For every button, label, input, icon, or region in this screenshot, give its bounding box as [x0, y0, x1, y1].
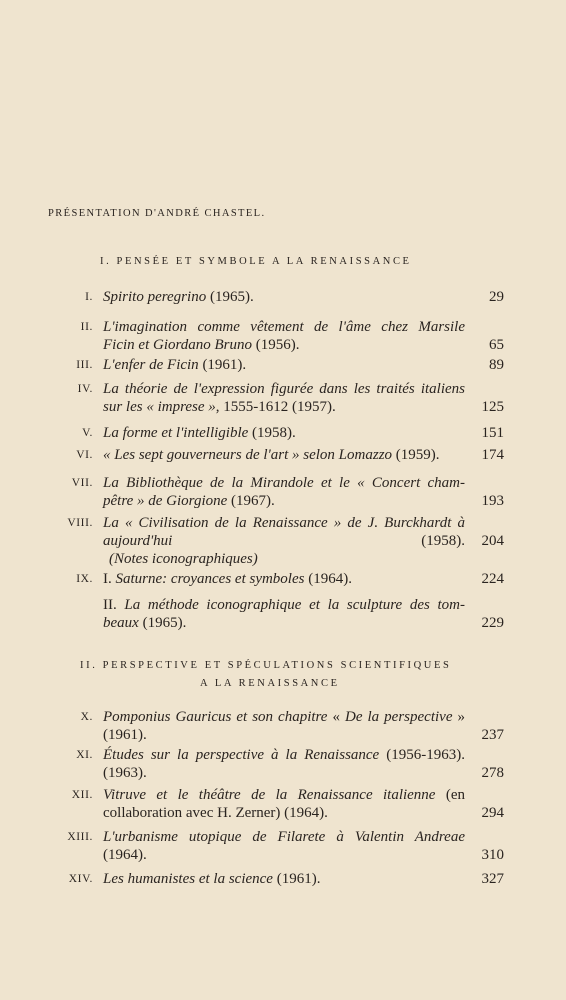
italic-title: De la perspective [345, 709, 453, 725]
page-number: 237 [481, 727, 504, 743]
entry-line [103, 596, 465, 614]
presentation-heading: PRÉSENTATION D'ANDRÉ CHASTEL. [48, 208, 266, 219]
entry-title [103, 828, 465, 864]
page-number: 204 [481, 533, 504, 549]
entry-title [103, 424, 465, 442]
entry-line [103, 550, 465, 568]
page-number: 29 [489, 289, 504, 305]
entry-title [103, 570, 465, 588]
entry-roman-numeral: XIV. [68, 873, 93, 885]
entry-date: (1961). [272, 871, 321, 887]
italic-title: Pomponius Gauricus et son chapitre [103, 709, 328, 725]
italic-title: La Bibliothèque de la Mirandole et le « Concert cham- [103, 475, 465, 491]
entry-date: (1965). [206, 289, 254, 305]
page-number: 125 [481, 399, 504, 415]
entry-line [103, 870, 465, 888]
entry-line [103, 532, 465, 550]
italic-title: L'imagination comme vêtement de l'âme chez Marsile [103, 319, 465, 335]
italic-title: La méthode iconographique et la sculpture des tom- [124, 597, 465, 613]
entry-title [103, 746, 465, 782]
entry-line [103, 764, 465, 782]
entry-line [103, 380, 465, 398]
entry-date: « [327, 709, 345, 725]
page-number: 278 [481, 765, 504, 781]
entry-roman-numeral: X. [80, 711, 93, 723]
entry-title [103, 708, 465, 744]
italic-title: Ficin et Giordano Bruno [103, 337, 253, 353]
italic-title: Les humanistes et la science [103, 871, 273, 887]
entry-date: collaboration avec H. Zerner) (1964). [103, 805, 328, 821]
entry-roman-numeral: V. [82, 427, 93, 439]
page-number: 229 [481, 615, 504, 631]
entry-date: II. [103, 597, 125, 613]
entry-date: (1964). [304, 571, 352, 587]
italic-title: beaux [103, 615, 139, 631]
entry-line [103, 474, 465, 492]
italic-title: (Notes iconographiques) [109, 551, 258, 567]
entry-roman-numeral: XI. [76, 749, 93, 761]
entry-line [103, 786, 465, 804]
entry-date: (1958). [248, 425, 296, 441]
entry-roman-numeral: XII. [71, 789, 93, 801]
italic-title: L'enfer de Ficin [103, 357, 199, 373]
entry-line [103, 708, 465, 726]
entry-line [103, 804, 465, 822]
entry-date: (1963). [103, 765, 147, 781]
page-number: 65 [489, 337, 504, 353]
page-number: 151 [481, 425, 504, 441]
italic-title: sur les « imprese » [103, 399, 216, 415]
entry-date: (1965). [138, 615, 187, 631]
entry-roman-numeral: II. [80, 321, 93, 333]
entry-line [103, 424, 465, 442]
entry-roman-numeral: IV. [77, 383, 93, 395]
italic-title: La « Civilisation de la Renaissance » de J. Burckhardt à [103, 515, 465, 531]
entry-date: (1961). [103, 727, 147, 743]
entry-line [103, 336, 465, 354]
page-number: 89 [489, 357, 504, 373]
page-number: 193 [481, 493, 504, 509]
section-title: I. PENSÉE ET SYMBOLE A LA RENAISSANCE [100, 256, 412, 267]
entry-line [103, 446, 465, 464]
italic-title: Études sur la perspective à la Renaissance [103, 747, 380, 763]
entry-title [103, 474, 465, 510]
entry-title [103, 446, 465, 464]
italic-title: « Les sept gouverneurs de l'art » selon Lomazzo [103, 447, 393, 463]
entry-line [103, 614, 465, 632]
entry-roman-numeral: III. [76, 359, 93, 371]
page-number: 327 [481, 871, 504, 887]
entry-line [103, 356, 465, 374]
entry-roman-numeral: VI. [76, 449, 93, 461]
entry-title [103, 380, 465, 416]
entry-line [103, 746, 465, 764]
entry-title [103, 786, 465, 822]
entry-date: (1964). [103, 847, 147, 863]
entry-roman-numeral: XIII. [67, 831, 93, 843]
entry-line [103, 398, 465, 416]
page-number: 224 [481, 571, 504, 587]
entry-title [103, 288, 465, 306]
entry-line [103, 514, 465, 532]
entry-line [103, 492, 465, 510]
italic-title: La théorie de l'expression figurée dans les traités italiens [103, 381, 465, 397]
italic-title: aujourd'hui [103, 533, 173, 549]
page-number: 174 [481, 447, 504, 463]
entry-title [103, 870, 465, 888]
entry-roman-numeral: VII. [71, 477, 93, 489]
entry-line [103, 570, 465, 588]
entry-title [103, 318, 465, 354]
entry-roman-numeral: VIII. [67, 517, 93, 529]
entry-line [103, 846, 465, 864]
entry-date: I. [103, 571, 116, 587]
entry-date: » [452, 709, 465, 725]
italic-title: pêtre » de Giorgione [103, 493, 228, 509]
entry-date: (1959). [392, 447, 440, 463]
italic-title: Saturne: croyances et symboles [115, 571, 305, 587]
entry-line [103, 288, 465, 306]
page-number: 294 [481, 805, 504, 821]
italic-title: Spirito peregrino [103, 289, 207, 305]
entry-title [103, 514, 465, 568]
entry-date: (1956). [252, 337, 300, 353]
entry-roman-numeral: IX. [76, 573, 93, 585]
entry-date: (1956-1963). [379, 747, 465, 763]
entry-title [103, 356, 465, 374]
italic-title: L'urbanisme utopique de Filarete à Valentin Andreae [103, 829, 465, 845]
entry-roman-numeral: I. [85, 291, 93, 303]
entry-title [103, 596, 465, 632]
entry-date: , 1555-1612 (1957). [215, 399, 336, 415]
page-number: 310 [481, 847, 504, 863]
section-title-line2: A LA RENAISSANCE [200, 678, 340, 689]
entry-date: (1958). [172, 533, 465, 549]
entry-date: (en [435, 787, 465, 803]
italic-title: La forme et l'intelligible [103, 425, 249, 441]
entry-date: (1967). [227, 493, 275, 509]
italic-title: Vitruve et le théâtre de la Renaissance italienne [103, 787, 436, 803]
section-title: II. PERSPECTIVE ET SPÉCULATIONS SCIENTIFIQUES [80, 660, 452, 671]
entry-line [103, 318, 465, 336]
entry-line [103, 726, 465, 744]
entry-line [103, 828, 465, 846]
entry-date: (1961). [198, 357, 247, 373]
